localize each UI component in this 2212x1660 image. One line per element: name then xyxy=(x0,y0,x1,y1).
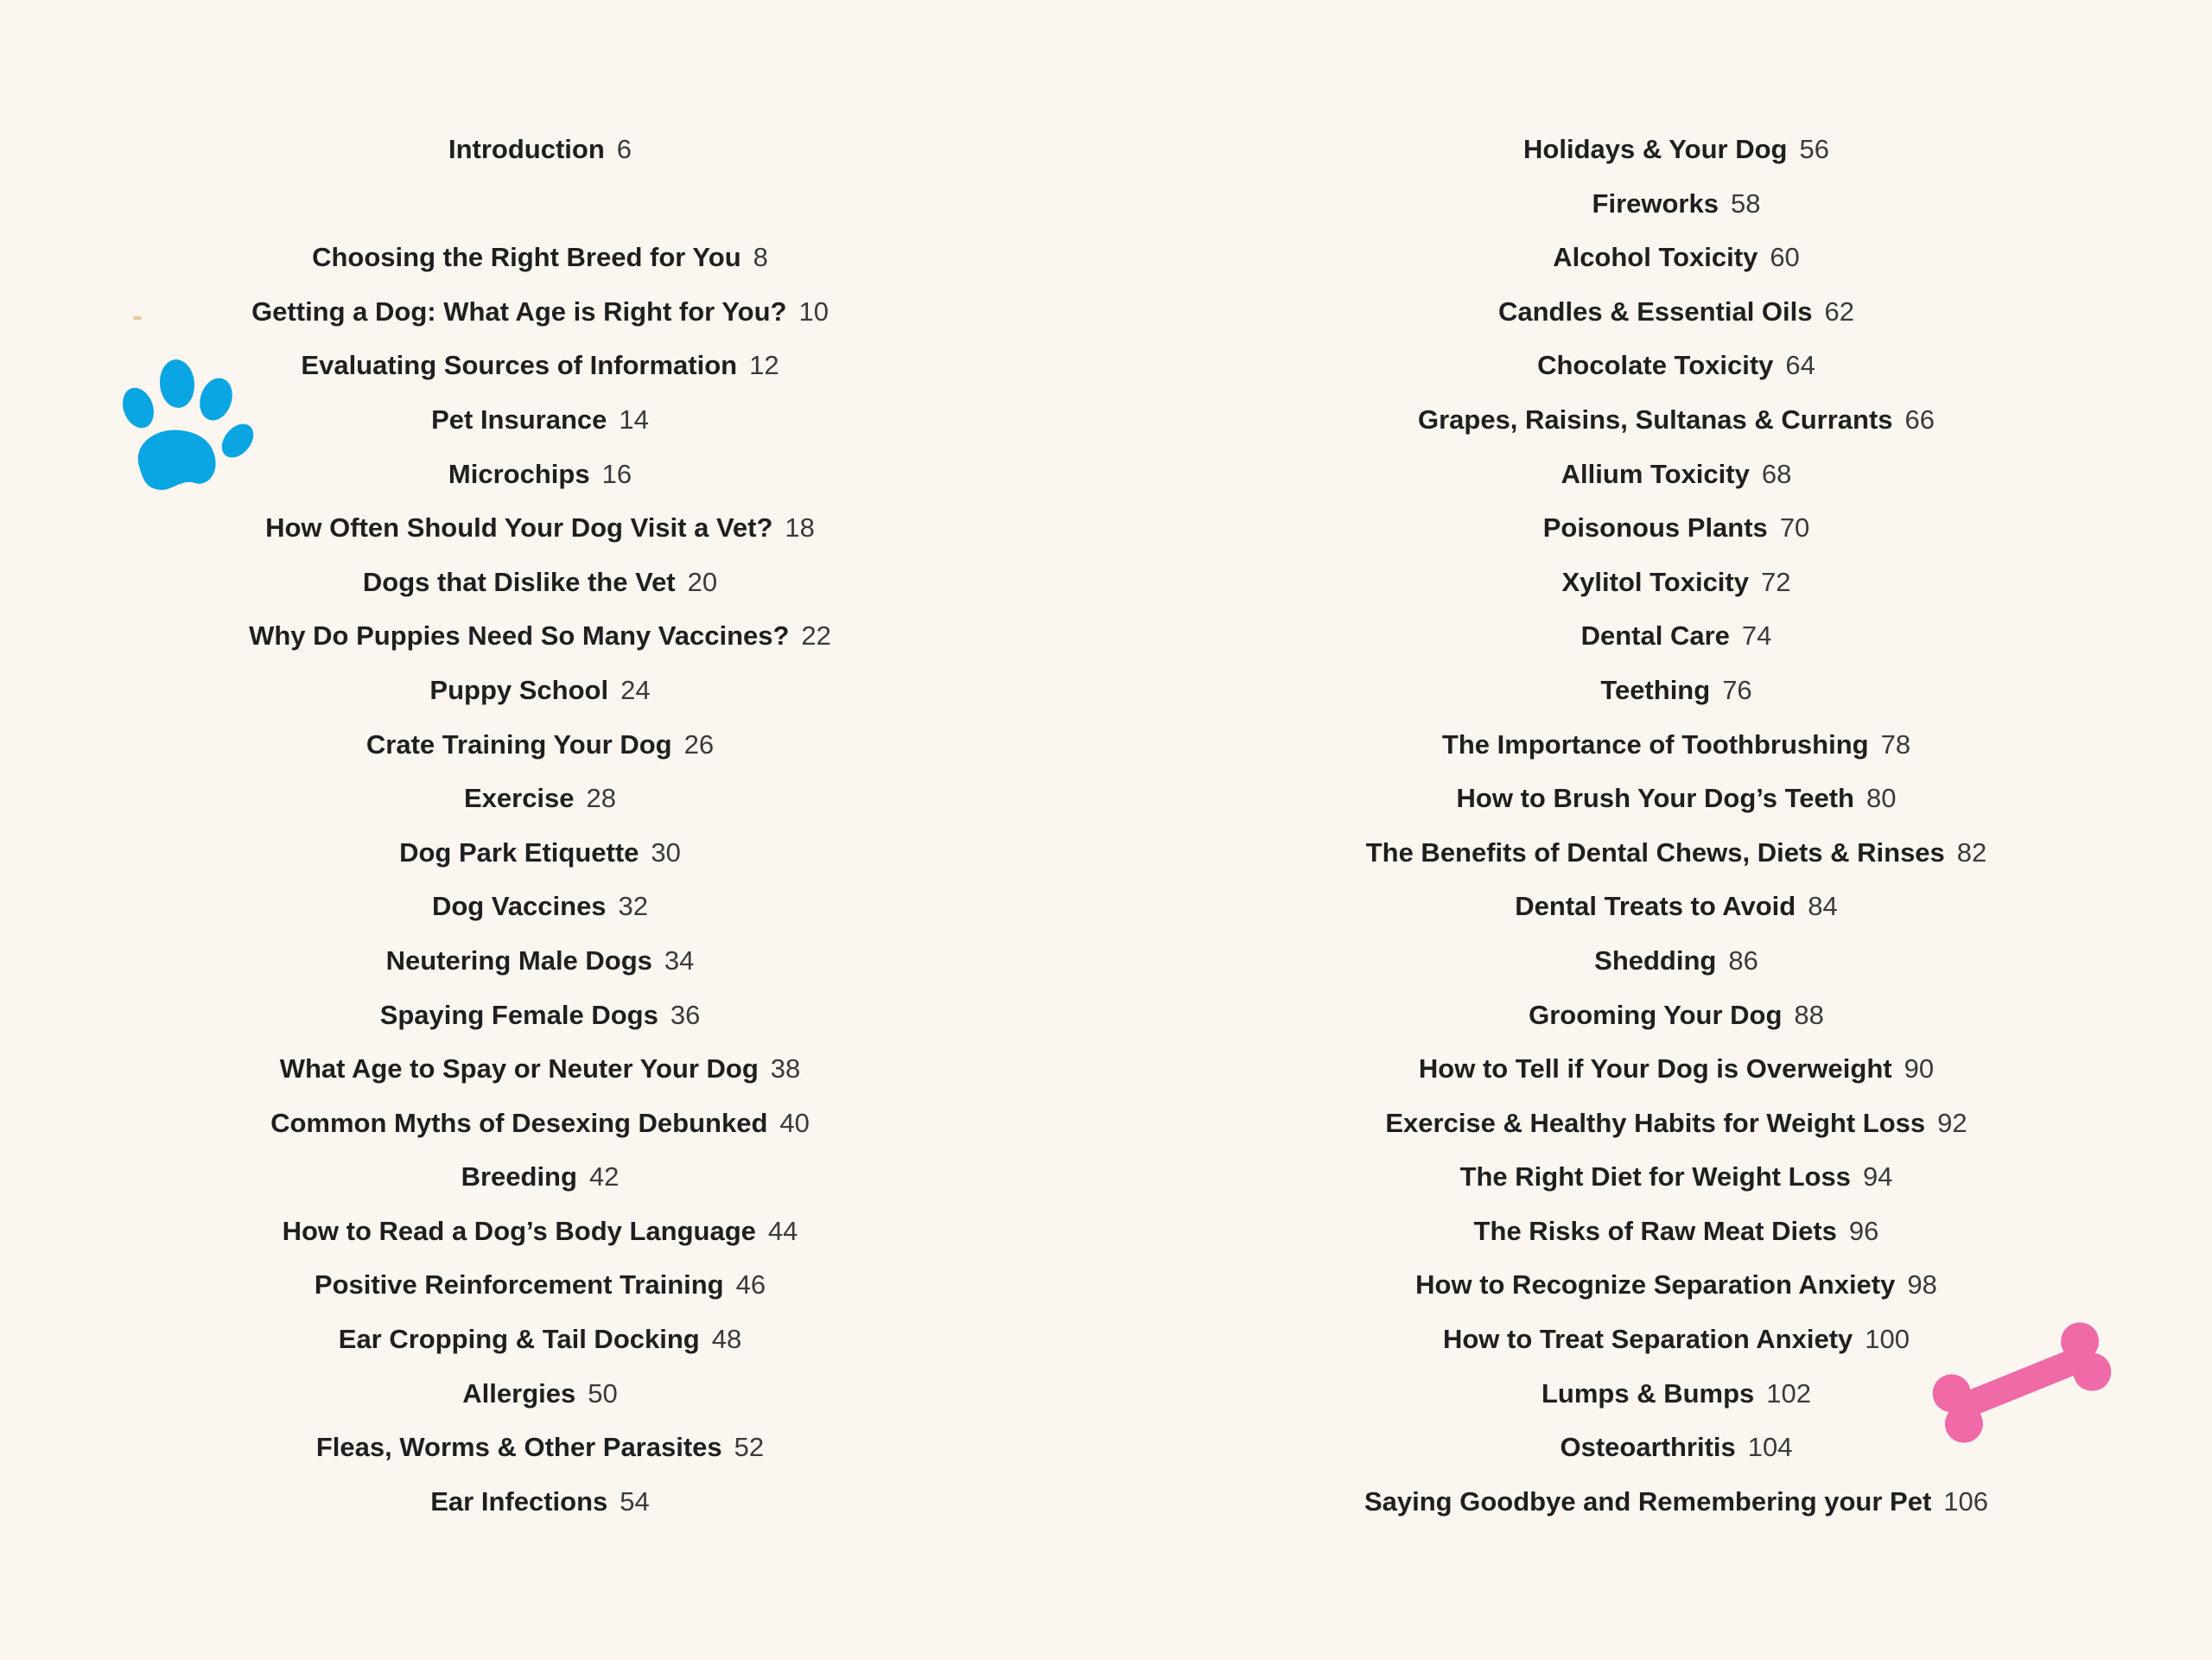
toc-entry xyxy=(138,826,942,881)
toc-entry xyxy=(1244,556,2108,610)
toc-entry-title: Teething xyxy=(1600,674,1711,705)
toc-entry-title: Neutering Male Dogs xyxy=(385,944,652,976)
toc-entry xyxy=(138,609,942,664)
toc-entry xyxy=(1244,989,2108,1043)
toc-entry-page: 50 xyxy=(588,1377,618,1409)
toc-entry-title: Exercise xyxy=(463,783,575,814)
toc-entry xyxy=(138,285,942,340)
toc-entry-page: 106 xyxy=(1943,1485,1989,1517)
toc-entry-title: Puppy School xyxy=(429,674,609,705)
toc-entry-title: Spaying Female Dogs xyxy=(379,999,658,1030)
toc-entry-page: 40 xyxy=(779,1107,810,1138)
toc-entry-page: 96 xyxy=(1848,1215,1879,1246)
toc-entry-title: Lumps & Bumps xyxy=(1541,1377,1755,1409)
toc-entry-title: Dog Park Etiquette xyxy=(399,836,639,868)
toc-entry-title: Exercise & Healthy Habits for Weight Loss xyxy=(1385,1107,1926,1138)
toc-entry xyxy=(138,880,942,934)
toc-entry-title: Why Do Puppies Need So Many Vaccines? xyxy=(249,620,790,652)
toc-entry-page: 84 xyxy=(1808,891,1838,922)
toc-entry xyxy=(138,1042,942,1097)
toc-entry-title: Choosing the Right Breed for You xyxy=(312,242,741,273)
toc-entry xyxy=(1244,1475,2108,1530)
toc-entry xyxy=(1244,718,2108,773)
toc-entry-title: Allium Toxicity xyxy=(1560,458,1750,489)
toc-entry xyxy=(138,1475,942,1530)
toc-entry-page: 66 xyxy=(1904,404,1936,435)
toc-entry-page: 32 xyxy=(618,891,649,922)
toc-entry xyxy=(138,1150,942,1205)
toc-entry-title: Osteoarthritis xyxy=(1560,1432,1736,1463)
toc-entry xyxy=(1244,1258,2108,1313)
toc-entry-page: 68 xyxy=(1761,458,1792,489)
toc-entry-page: 58 xyxy=(1730,188,1761,219)
toc-entry xyxy=(138,718,942,773)
toc-entry-page: 48 xyxy=(711,1324,742,1355)
toc-entry-title: Fireworks xyxy=(1592,188,1719,219)
toc-entry xyxy=(138,772,942,826)
toc-entry-page: 78 xyxy=(1880,728,1911,760)
toc-entry xyxy=(138,1097,942,1151)
toc-entry xyxy=(1244,448,2108,502)
toc-entry-page: 14 xyxy=(619,404,649,435)
toc-entry-title: Dental Treats to Avoid xyxy=(1515,891,1796,922)
toc-entry-page: 34 xyxy=(664,944,695,976)
toc-entry-page: 104 xyxy=(1747,1432,1793,1463)
toc-entry-page: 80 xyxy=(1866,783,1897,814)
toc-entry-title: How to Read a Dog’s Body Language xyxy=(282,1215,756,1246)
toc-entry-title: The Importance of Toothbrushing xyxy=(1441,728,1869,760)
toc-entry-page: 46 xyxy=(735,1269,766,1301)
toc-entry-title: Chocolate Toxicity xyxy=(1537,350,1774,381)
toc-entry-page: 102 xyxy=(1766,1377,1812,1409)
toc-entry-title: Saying Goodbye and Remembering your Pet xyxy=(1363,1485,1932,1517)
toc-entry-page: 90 xyxy=(1904,1053,1935,1084)
toc-entry xyxy=(138,934,942,989)
toc-entry-title: Xylitol Toxicity xyxy=(1561,566,1749,597)
toc-entry xyxy=(138,989,942,1043)
toc-entry-page: 36 xyxy=(670,999,701,1030)
toc-entry-title: How to Tell if Your Dog is Overweight xyxy=(1418,1053,1892,1084)
toc-entry-title: Candles & Essential Oils xyxy=(1497,296,1813,327)
toc-entry-page: 98 xyxy=(1907,1269,1937,1301)
toc-entry xyxy=(1244,285,2108,340)
toc-entry-page: 62 xyxy=(1824,296,1854,327)
toc-entry-title: Holidays & Your Dog xyxy=(1523,134,1788,164)
toc-entry xyxy=(138,1313,942,1367)
toc-entry-title: Microchips xyxy=(448,458,590,489)
toc-entry xyxy=(1244,177,2108,232)
toc-entry xyxy=(138,556,942,610)
toc-entry-title: The Benefits of Dental Chews, Diets & Rinses xyxy=(1365,836,1945,868)
toc-entry-title: What Age to Spay or Neuter Your Dog xyxy=(279,1053,759,1084)
toc-entry-title: Crate Training Your Dog xyxy=(365,728,672,760)
toc-entry-page: 30 xyxy=(651,836,681,868)
toc-entry-page: 64 xyxy=(1785,350,1815,381)
toc-entry-title: Grapes, Raisins, Sultanas & Currants xyxy=(1417,404,1893,435)
toc-entry xyxy=(1244,1042,2108,1097)
toc-entry-title: Alcohol Toxicity xyxy=(1553,242,1758,273)
toc-entry-page: 70 xyxy=(1779,512,1810,544)
toc-entry-title: Shedding xyxy=(1594,944,1717,976)
toc-entry xyxy=(138,501,942,556)
toc-entry-page: 60 xyxy=(1770,242,1800,273)
toc-entry-page: 86 xyxy=(1728,944,1758,976)
toc-entry-page: 18 xyxy=(785,512,815,544)
toc-entry xyxy=(1244,339,2108,393)
toc-entry xyxy=(1244,1421,2108,1475)
toc-entry xyxy=(138,664,942,718)
toc-entry-page: 8 xyxy=(753,242,768,273)
toc-entry-page: 72 xyxy=(1761,566,1791,597)
toc-entry-title: Introduction xyxy=(448,134,605,164)
toc-entry xyxy=(1244,772,2108,826)
toc-entry xyxy=(1244,609,2108,664)
toc-right-column xyxy=(1244,123,2108,1529)
toc-entry-page: 92 xyxy=(1937,1107,1967,1138)
toc-entry xyxy=(138,448,942,502)
toc-entry xyxy=(1244,501,2108,556)
toc-entry-title: Dog Vaccines xyxy=(431,891,607,922)
toc-entry-title: How Often Should Your Dog Visit a Vet? xyxy=(265,512,773,544)
toc-spacer xyxy=(138,177,942,232)
toc-entry xyxy=(1244,880,2108,934)
toc-entry-title: How to Recognize Separation Anxiety xyxy=(1415,1269,1896,1301)
toc-entry xyxy=(1244,1097,2108,1151)
toc-entry-page: 94 xyxy=(1862,1161,1893,1193)
toc-entry-title: How to Brush Your Dog’s Teeth xyxy=(1456,783,1854,814)
toc-entry-title: The Risks of Raw Meat Diets xyxy=(1473,1215,1837,1246)
toc-entry xyxy=(1244,1367,2108,1421)
toc-entry-page: 56 xyxy=(1799,134,1829,164)
toc-entry xyxy=(1244,393,2108,448)
toc-entry-page: 26 xyxy=(683,728,715,760)
toc-entry-introduction xyxy=(138,123,942,177)
toc-entry-page: 20 xyxy=(687,566,718,597)
toc-entry-page: 82 xyxy=(1956,836,1987,868)
toc-entry-page: 12 xyxy=(749,350,779,381)
toc-entry-title: Dogs that Dislike the Vet xyxy=(362,566,676,597)
toc-entry-title: Ear Cropping & Tail Docking xyxy=(338,1324,700,1355)
toc-entry xyxy=(1244,231,2108,285)
toc-entry xyxy=(1244,664,2108,718)
toc-entry-page: 88 xyxy=(1794,999,1824,1030)
toc-entry-page: 54 xyxy=(620,1485,650,1517)
toc-entry-title: Breeding xyxy=(461,1161,577,1193)
toc-entry xyxy=(1244,1150,2108,1205)
toc-entry-page: 100 xyxy=(1865,1324,1910,1355)
toc-entry xyxy=(1244,826,2108,881)
toc-entry-page: 52 xyxy=(734,1432,765,1463)
toc-entry-title: How to Treat Separation Anxiety xyxy=(1442,1324,1853,1355)
toc-entry-page: 22 xyxy=(801,620,831,652)
toc-entry-title: Poisonous Plants xyxy=(1542,512,1768,544)
toc-entry-title: Positive Reinforcement Training xyxy=(314,1269,724,1301)
toc-entry-title: The Right Diet for Weight Loss xyxy=(1459,1161,1851,1193)
toc-entry-page: 44 xyxy=(767,1215,798,1246)
toc-entry-page: 6 xyxy=(616,134,632,164)
toc-entry-title: Fleas, Worms & Other Parasites xyxy=(315,1432,722,1463)
toc-entry-page: 16 xyxy=(601,458,632,489)
toc-entry-page: 38 xyxy=(770,1053,801,1084)
toc-entry xyxy=(138,1421,942,1475)
toc-entry xyxy=(138,1205,942,1259)
toc-entry-page: 42 xyxy=(588,1161,620,1193)
toc-entry-page: 76 xyxy=(1722,674,1752,705)
toc-entry-title: Getting a Dog: What Age is Right for You? xyxy=(251,296,787,327)
toc-entry xyxy=(1244,123,2108,177)
toc-entry xyxy=(1244,934,2108,989)
toc-entry xyxy=(138,1258,942,1313)
toc-left-column xyxy=(138,123,942,1529)
toc-entry xyxy=(1244,1205,2108,1259)
toc-entry xyxy=(138,231,942,285)
toc-entry-title: Grooming Your Dog xyxy=(1529,999,1783,1030)
toc-entry-title: Dental Care xyxy=(1580,620,1730,652)
toc-entry-title: Pet Insurance xyxy=(431,404,607,435)
toc-entry-page: 74 xyxy=(1741,620,1772,652)
toc-entry-title: Allergies xyxy=(462,1377,576,1409)
toc-entry-title: Common Myths of Desexing Debunked xyxy=(270,1107,768,1138)
toc-entry-page: 28 xyxy=(586,783,617,814)
toc-entry xyxy=(138,393,942,448)
toc-entry-title: Evaluating Sources of Information xyxy=(301,350,738,381)
toc-entry xyxy=(1244,1313,2108,1367)
toc-entry xyxy=(138,339,942,393)
toc-entry-title: Ear Infections xyxy=(430,1485,608,1517)
toc-entry-page: 10 xyxy=(798,296,829,327)
toc-entry xyxy=(138,1367,942,1421)
toc-entry-page: 24 xyxy=(620,674,651,705)
